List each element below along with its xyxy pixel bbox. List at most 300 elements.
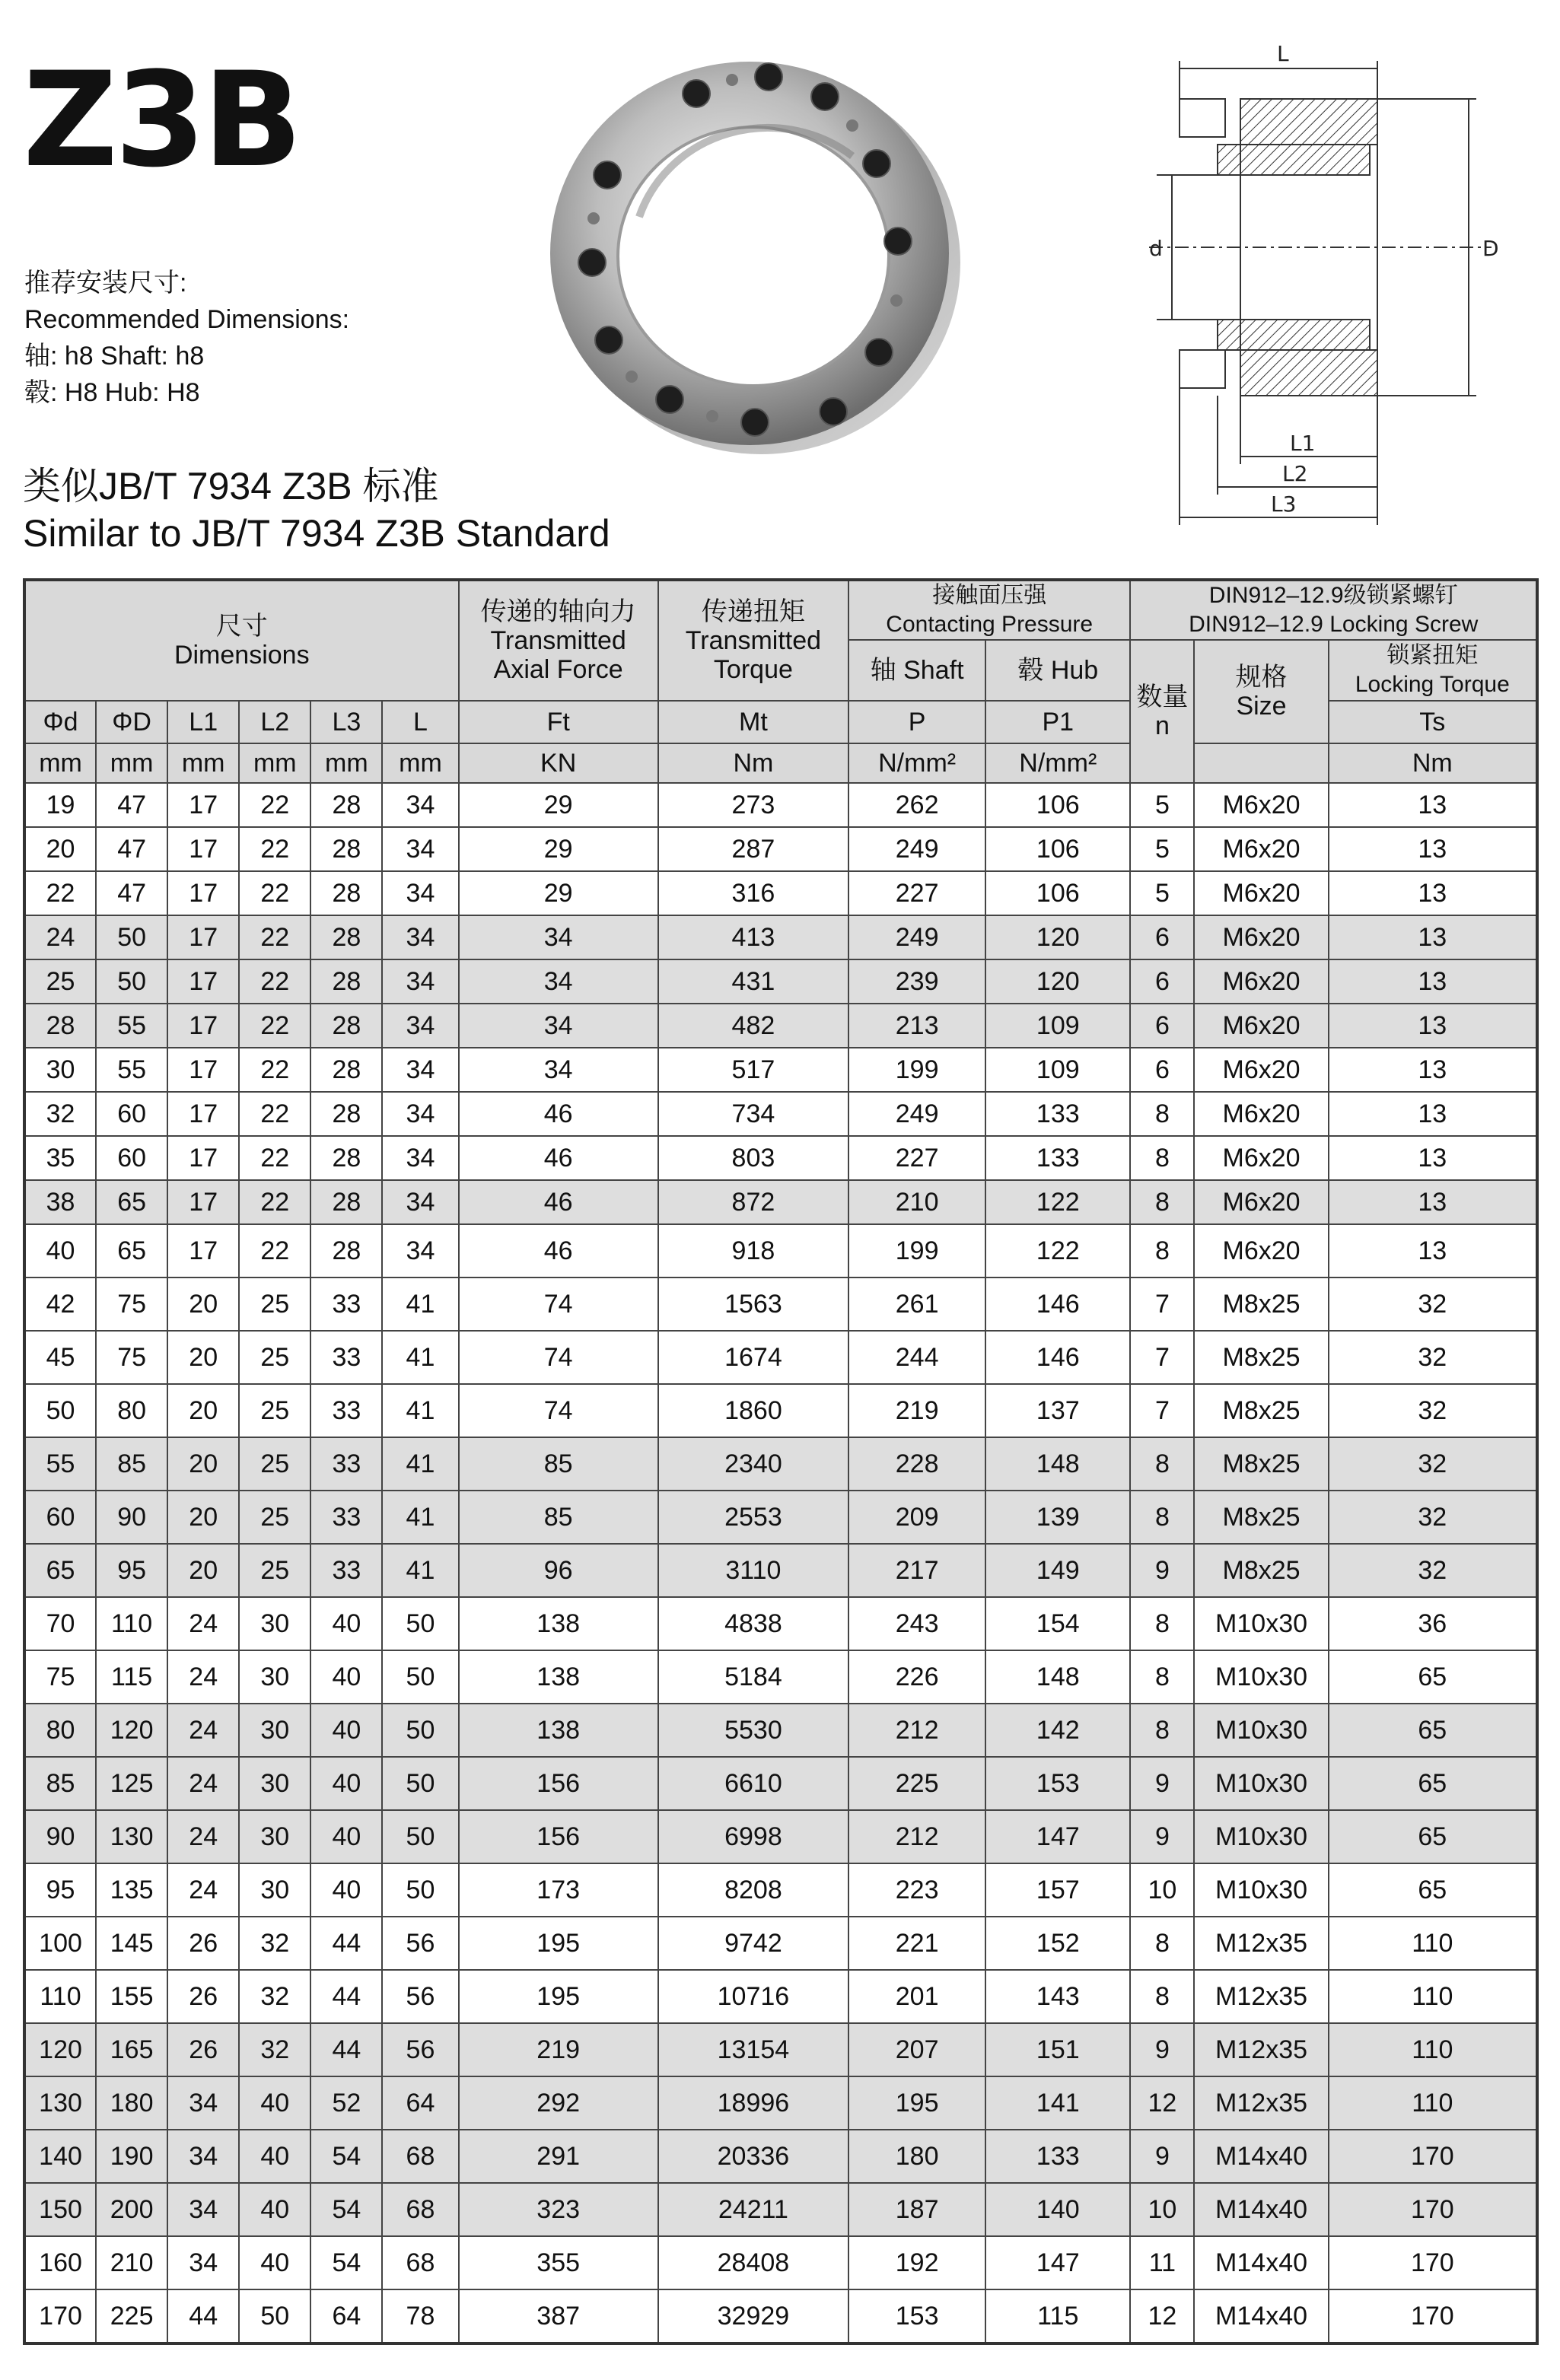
dim-label-L3: L3 bbox=[1271, 492, 1297, 517]
cell-d: 110 bbox=[24, 1970, 96, 2023]
cell-Mt: 9742 bbox=[658, 1917, 848, 1970]
table-row bbox=[24, 1437, 1537, 1491]
cell-Mt: 482 bbox=[658, 1004, 848, 1048]
cell-P1: 153 bbox=[985, 1757, 1130, 1810]
cell-Ft: 173 bbox=[459, 1863, 658, 1917]
cell-L: 34 bbox=[382, 1092, 458, 1136]
cell-L: 34 bbox=[382, 1048, 458, 1092]
ft-header bbox=[459, 580, 658, 701]
cell-n: 9 bbox=[1130, 1810, 1194, 1863]
cell-Ft: 138 bbox=[459, 1650, 658, 1704]
unit-size bbox=[1194, 743, 1328, 783]
cell-P: 207 bbox=[848, 2023, 985, 2076]
cell-Mt: 8208 bbox=[658, 1863, 848, 1917]
cell-d: 75 bbox=[24, 1650, 96, 1704]
mt-header-cn: 传递扭矩 bbox=[701, 597, 805, 626]
cell-Mt: 413 bbox=[658, 915, 848, 959]
cell-P: 212 bbox=[848, 1704, 985, 1757]
col-D: ΦD bbox=[96, 701, 167, 743]
mt-header-en2: Torque bbox=[713, 655, 793, 684]
cell-size: M8x25 bbox=[1194, 1331, 1328, 1384]
locking-torque-header-cn: 锁紧扭矩 bbox=[1386, 643, 1479, 668]
cell-D: 125 bbox=[96, 1757, 167, 1810]
cell-L1: 20 bbox=[167, 1437, 239, 1491]
cell-P1: 120 bbox=[985, 915, 1130, 959]
cell-Mt: 918 bbox=[658, 1224, 848, 1278]
cell-L3: 28 bbox=[310, 1004, 382, 1048]
table-row bbox=[24, 959, 1537, 1004]
size-header-en: Size bbox=[1236, 692, 1287, 721]
cell-L3: 40 bbox=[310, 1863, 382, 1917]
cell-n: 8 bbox=[1130, 1650, 1194, 1704]
cell-L1: 26 bbox=[167, 1970, 239, 2023]
cell-Ts: 13 bbox=[1329, 959, 1537, 1004]
cell-L1: 17 bbox=[167, 783, 239, 827]
cell-D: 200 bbox=[96, 2183, 167, 2236]
cell-size: M10x30 bbox=[1194, 1810, 1328, 1863]
recommend-heading-cn: 推荐安装尺寸: bbox=[24, 269, 187, 298]
dims-header-en: Dimensions bbox=[174, 641, 310, 670]
cell-L: 41 bbox=[382, 1544, 458, 1597]
cell-P1: 141 bbox=[985, 2076, 1130, 2130]
cell-size: M8x25 bbox=[1194, 1437, 1328, 1491]
col-Mt: Mt bbox=[658, 701, 848, 743]
cell-Mt: 872 bbox=[658, 1180, 848, 1224]
pressure-header-en: Contacting Pressure bbox=[886, 612, 1094, 637]
cell-P: 153 bbox=[848, 2289, 985, 2343]
cell-Ft: 29 bbox=[459, 783, 658, 827]
cell-n: 8 bbox=[1130, 1917, 1194, 1970]
cell-P1: 122 bbox=[985, 1180, 1130, 1224]
cell-L1: 17 bbox=[167, 1224, 239, 1278]
cell-P1: 140 bbox=[985, 2183, 1130, 2236]
page-title: Z3B bbox=[23, 43, 300, 196]
cell-n: 12 bbox=[1130, 2289, 1194, 2343]
cell-Ft: 138 bbox=[459, 1597, 658, 1650]
cell-size: M8x25 bbox=[1194, 1491, 1328, 1544]
cell-L2: 30 bbox=[239, 1704, 310, 1757]
cell-L1: 24 bbox=[167, 1757, 239, 1810]
mt-header-en1: Transmitted bbox=[685, 626, 822, 655]
cell-Ft: 156 bbox=[459, 1810, 658, 1863]
cell-Ts: 170 bbox=[1329, 2130, 1537, 2183]
cell-P1: 106 bbox=[985, 871, 1130, 915]
col-P: P bbox=[848, 701, 985, 743]
cell-L3: 52 bbox=[310, 2076, 382, 2130]
cell-Mt: 6998 bbox=[658, 1810, 848, 1863]
cell-d: 95 bbox=[24, 1863, 96, 1917]
cell-n: 10 bbox=[1130, 1863, 1194, 1917]
cell-size: M12x35 bbox=[1194, 2023, 1328, 2076]
cell-Ts: 13 bbox=[1329, 915, 1537, 959]
cell-L: 68 bbox=[382, 2183, 458, 2236]
cell-P1: 133 bbox=[985, 1136, 1130, 1180]
qty-header bbox=[1130, 640, 1194, 783]
cell-P1: 137 bbox=[985, 1384, 1130, 1437]
cell-P1: 146 bbox=[985, 1278, 1130, 1331]
cell-Ts: 32 bbox=[1329, 1278, 1537, 1331]
recommend-shaft: 轴: h8 Shaft: h8 bbox=[24, 342, 205, 371]
cell-size: M12x35 bbox=[1194, 1970, 1328, 2023]
cell-Mt: 316 bbox=[658, 871, 848, 915]
cell-d: 130 bbox=[24, 2076, 96, 2130]
cell-n: 7 bbox=[1130, 1278, 1194, 1331]
cell-L: 50 bbox=[382, 1757, 458, 1810]
table-row bbox=[24, 1757, 1537, 1810]
table-row bbox=[24, 783, 1537, 827]
cell-P1: 106 bbox=[985, 783, 1130, 827]
table-row bbox=[24, 1491, 1537, 1544]
table-row bbox=[24, 1048, 1537, 1092]
cell-Ts: 65 bbox=[1329, 1650, 1537, 1704]
cell-n: 7 bbox=[1130, 1331, 1194, 1384]
cell-P1: 143 bbox=[985, 1970, 1130, 2023]
cell-Ts: 110 bbox=[1329, 1917, 1537, 1970]
cell-L1: 17 bbox=[167, 1092, 239, 1136]
cell-L: 41 bbox=[382, 1384, 458, 1437]
cell-P: 244 bbox=[848, 1331, 985, 1384]
cell-Ts: 13 bbox=[1329, 1048, 1537, 1092]
cell-D: 65 bbox=[96, 1224, 167, 1278]
cell-L: 68 bbox=[382, 2236, 458, 2289]
cell-L2: 30 bbox=[239, 1650, 310, 1704]
cell-P: 239 bbox=[848, 959, 985, 1004]
cell-d: 24 bbox=[24, 915, 96, 959]
cell-L3: 44 bbox=[310, 2023, 382, 2076]
cell-P: 209 bbox=[848, 1491, 985, 1544]
cell-n: 5 bbox=[1130, 827, 1194, 871]
cell-L3: 54 bbox=[310, 2236, 382, 2289]
cell-D: 165 bbox=[96, 2023, 167, 2076]
dim-label-L1: L1 bbox=[1290, 431, 1316, 456]
cell-n: 9 bbox=[1130, 2130, 1194, 2183]
table-row bbox=[24, 2076, 1537, 2130]
cell-d: 150 bbox=[24, 2183, 96, 2236]
cell-d: 55 bbox=[24, 1437, 96, 1491]
cell-P: 212 bbox=[848, 1810, 985, 1863]
cell-Mt: 273 bbox=[658, 783, 848, 827]
cell-Ft: 323 bbox=[459, 2183, 658, 2236]
screw-header bbox=[1130, 580, 1537, 640]
cell-D: 180 bbox=[96, 2076, 167, 2130]
cell-P1: 157 bbox=[985, 1863, 1130, 1917]
unit-L3: mm bbox=[310, 743, 382, 783]
cell-L2: 50 bbox=[239, 2289, 310, 2343]
dim-label-L2: L2 bbox=[1282, 461, 1308, 486]
cell-L3: 40 bbox=[310, 1810, 382, 1863]
standard-en: Similar to JB/T 7934 Z3B Standard bbox=[23, 512, 610, 555]
cell-L1: 20 bbox=[167, 1544, 239, 1597]
recommended-dimensions bbox=[24, 265, 349, 411]
cell-n: 6 bbox=[1130, 959, 1194, 1004]
cell-P: 243 bbox=[848, 1597, 985, 1650]
cell-d: 80 bbox=[24, 1704, 96, 1757]
cell-n: 6 bbox=[1130, 915, 1194, 959]
cell-Ft: 29 bbox=[459, 871, 658, 915]
cell-P: 261 bbox=[848, 1278, 985, 1331]
cell-d: 25 bbox=[24, 959, 96, 1004]
cell-Ts: 110 bbox=[1329, 1970, 1537, 2023]
cell-L: 68 bbox=[382, 2130, 458, 2183]
cell-P1: 106 bbox=[985, 827, 1130, 871]
cell-L1: 17 bbox=[167, 871, 239, 915]
cell-D: 85 bbox=[96, 1437, 167, 1491]
mt-header bbox=[658, 580, 848, 701]
cell-P: 199 bbox=[848, 1224, 985, 1278]
cell-D: 145 bbox=[96, 1917, 167, 1970]
cell-D: 90 bbox=[96, 1491, 167, 1544]
cell-L3: 44 bbox=[310, 1917, 382, 1970]
cell-L: 56 bbox=[382, 1917, 458, 1970]
unit-P: N/mm² bbox=[848, 743, 985, 783]
cell-P: 225 bbox=[848, 1757, 985, 1810]
unit-Ft: KN bbox=[459, 743, 658, 783]
cell-L: 34 bbox=[382, 915, 458, 959]
cell-n: 6 bbox=[1130, 1004, 1194, 1048]
cell-L1: 24 bbox=[167, 1863, 239, 1917]
cell-P: 210 bbox=[848, 1180, 985, 1224]
cell-L3: 33 bbox=[310, 1544, 382, 1597]
cell-L: 41 bbox=[382, 1437, 458, 1491]
cell-L1: 20 bbox=[167, 1384, 239, 1437]
cell-D: 130 bbox=[96, 1810, 167, 1863]
cell-d: 42 bbox=[24, 1278, 96, 1331]
cell-Mt: 13154 bbox=[658, 2023, 848, 2076]
cell-Mt: 1563 bbox=[658, 1278, 848, 1331]
cell-P1: 115 bbox=[985, 2289, 1130, 2343]
ft-header-cn: 传递的轴向力 bbox=[480, 597, 636, 626]
standard-note bbox=[23, 463, 610, 557]
cell-n: 8 bbox=[1130, 1136, 1194, 1180]
cell-Ts: 32 bbox=[1329, 1384, 1537, 1437]
cell-size: M10x30 bbox=[1194, 1704, 1328, 1757]
cell-P: 249 bbox=[848, 915, 985, 959]
cell-Ts: 170 bbox=[1329, 2289, 1537, 2343]
cell-Ft: 195 bbox=[459, 1917, 658, 1970]
cell-D: 55 bbox=[96, 1048, 167, 1092]
cell-size: M6x20 bbox=[1194, 959, 1328, 1004]
hub-header: 毂 Hub bbox=[985, 640, 1130, 701]
size-header bbox=[1194, 640, 1328, 743]
recommend-hub: 毂: H8 Hub: H8 bbox=[24, 378, 200, 407]
cell-d: 160 bbox=[24, 2236, 96, 2289]
cell-Ft: 292 bbox=[459, 2076, 658, 2130]
table-row bbox=[24, 1704, 1537, 1757]
cell-n: 12 bbox=[1130, 2076, 1194, 2130]
table-row bbox=[24, 2023, 1537, 2076]
cell-P: 187 bbox=[848, 2183, 985, 2236]
cell-L2: 25 bbox=[239, 1331, 310, 1384]
cell-P1: 152 bbox=[985, 1917, 1130, 1970]
locking-torque-header-en: Locking Torque bbox=[1355, 672, 1510, 697]
cell-D: 60 bbox=[96, 1136, 167, 1180]
cell-L2: 25 bbox=[239, 1491, 310, 1544]
product-photo bbox=[533, 42, 966, 468]
cell-D: 155 bbox=[96, 1970, 167, 2023]
table-row bbox=[24, 915, 1537, 959]
cell-d: 120 bbox=[24, 2023, 96, 2076]
cell-Mt: 734 bbox=[658, 1092, 848, 1136]
recommend-heading-en: Recommended Dimensions: bbox=[24, 305, 350, 334]
cell-n: 8 bbox=[1130, 1491, 1194, 1544]
locking-torque-header bbox=[1329, 640, 1537, 701]
table-row bbox=[24, 1863, 1537, 1917]
cell-Mt: 3110 bbox=[658, 1544, 848, 1597]
cell-Ts: 32 bbox=[1329, 1544, 1537, 1597]
cell-L2: 22 bbox=[239, 959, 310, 1004]
table-row bbox=[24, 2236, 1537, 2289]
cell-size: M8x25 bbox=[1194, 1384, 1328, 1437]
cell-L3: 54 bbox=[310, 2130, 382, 2183]
cell-L2: 30 bbox=[239, 1597, 310, 1650]
cell-L2: 40 bbox=[239, 2236, 310, 2289]
cell-Ts: 13 bbox=[1329, 1004, 1537, 1048]
cell-L1: 24 bbox=[167, 1704, 239, 1757]
screw-header-line2: DIN912–12.9 Locking Screw bbox=[1189, 612, 1479, 637]
cell-L: 34 bbox=[382, 1004, 458, 1048]
cell-Mt: 18996 bbox=[658, 2076, 848, 2130]
cell-n: 9 bbox=[1130, 1757, 1194, 1810]
cell-size: M6x20 bbox=[1194, 1180, 1328, 1224]
cell-Ts: 13 bbox=[1329, 1136, 1537, 1180]
cell-D: 190 bbox=[96, 2130, 167, 2183]
cell-L: 34 bbox=[382, 783, 458, 827]
cell-P1: 122 bbox=[985, 1224, 1130, 1278]
cell-Mt: 4838 bbox=[658, 1597, 848, 1650]
cell-P1: 154 bbox=[985, 1597, 1130, 1650]
unit-L1: mm bbox=[167, 743, 239, 783]
cell-n: 8 bbox=[1130, 1437, 1194, 1491]
cell-Mt: 287 bbox=[658, 827, 848, 871]
cell-L: 50 bbox=[382, 1650, 458, 1704]
col-L1: L1 bbox=[167, 701, 239, 743]
cell-Mt: 28408 bbox=[658, 2236, 848, 2289]
cell-d: 45 bbox=[24, 1331, 96, 1384]
col-Ts: Ts bbox=[1329, 701, 1537, 743]
unit-D: mm bbox=[96, 743, 167, 783]
cell-size: M6x20 bbox=[1194, 1224, 1328, 1278]
cell-n: 8 bbox=[1130, 1970, 1194, 2023]
cell-Ts: 32 bbox=[1329, 1437, 1537, 1491]
cell-L: 78 bbox=[382, 2289, 458, 2343]
cell-D: 135 bbox=[96, 1863, 167, 1917]
cell-P1: 120 bbox=[985, 959, 1130, 1004]
cell-L3: 40 bbox=[310, 1704, 382, 1757]
unit-L: mm bbox=[382, 743, 458, 783]
unit-d: mm bbox=[24, 743, 96, 783]
cell-Ft: 291 bbox=[459, 2130, 658, 2183]
cell-P: 217 bbox=[848, 1544, 985, 1597]
cell-L1: 26 bbox=[167, 1917, 239, 1970]
cell-P: 199 bbox=[848, 1048, 985, 1092]
cell-P1: 109 bbox=[985, 1004, 1130, 1048]
cell-d: 100 bbox=[24, 1917, 96, 1970]
cell-L2: 22 bbox=[239, 827, 310, 871]
size-header-cn: 规格 bbox=[1235, 663, 1288, 692]
cell-L1: 24 bbox=[167, 1597, 239, 1650]
cell-L: 50 bbox=[382, 1597, 458, 1650]
cell-Mt: 1860 bbox=[658, 1384, 848, 1437]
cell-Ts: 13 bbox=[1329, 871, 1537, 915]
cell-Ft: 46 bbox=[459, 1136, 658, 1180]
cell-L2: 22 bbox=[239, 1048, 310, 1092]
cell-Mt: 431 bbox=[658, 959, 848, 1004]
cell-D: 50 bbox=[96, 959, 167, 1004]
cell-P: 262 bbox=[848, 783, 985, 827]
cell-P: 227 bbox=[848, 871, 985, 915]
dim-label-L: L bbox=[1277, 41, 1289, 66]
cell-L2: 22 bbox=[239, 1180, 310, 1224]
cell-L1: 17 bbox=[167, 827, 239, 871]
cell-d: 170 bbox=[24, 2289, 96, 2343]
cell-Mt: 6610 bbox=[658, 1757, 848, 1810]
cell-Mt: 24211 bbox=[658, 2183, 848, 2236]
cell-Ft: 85 bbox=[459, 1437, 658, 1491]
cell-n: 10 bbox=[1130, 2183, 1194, 2236]
cell-D: 210 bbox=[96, 2236, 167, 2289]
cell-Ft: 46 bbox=[459, 1180, 658, 1224]
cell-D: 50 bbox=[96, 915, 167, 959]
cell-L3: 28 bbox=[310, 915, 382, 959]
cell-D: 65 bbox=[96, 1180, 167, 1224]
cell-d: 28 bbox=[24, 1004, 96, 1048]
cell-Ts: 65 bbox=[1329, 1810, 1537, 1863]
cell-n: 5 bbox=[1130, 783, 1194, 827]
cell-Ft: 387 bbox=[459, 2289, 658, 2343]
cell-P1: 149 bbox=[985, 1544, 1130, 1597]
dim-label-D: D bbox=[1482, 236, 1499, 261]
cell-L3: 40 bbox=[310, 1757, 382, 1810]
cell-size: M14x40 bbox=[1194, 2130, 1328, 2183]
pressure-header-cn: 接触面压强 bbox=[932, 583, 1047, 608]
cell-d: 40 bbox=[24, 1224, 96, 1278]
unit-Mt: Nm bbox=[658, 743, 848, 783]
cell-L3: 64 bbox=[310, 2289, 382, 2343]
cell-Mt: 10716 bbox=[658, 1970, 848, 2023]
cell-n: 5 bbox=[1130, 871, 1194, 915]
cell-Ft: 46 bbox=[459, 1224, 658, 1278]
cell-Ts: 65 bbox=[1329, 1757, 1537, 1810]
cell-Mt: 5184 bbox=[658, 1650, 848, 1704]
table-row bbox=[24, 1544, 1537, 1597]
cell-L1: 17 bbox=[167, 1136, 239, 1180]
cell-size: M12x35 bbox=[1194, 2076, 1328, 2130]
col-Ft: Ft bbox=[459, 701, 658, 743]
table-row bbox=[24, 1278, 1537, 1331]
cell-D: 47 bbox=[96, 783, 167, 827]
cell-L3: 28 bbox=[310, 1048, 382, 1092]
cell-d: 90 bbox=[24, 1810, 96, 1863]
cell-L: 50 bbox=[382, 1863, 458, 1917]
cell-L: 56 bbox=[382, 1970, 458, 2023]
ft-header-en2: Axial Force bbox=[493, 655, 623, 684]
table-row bbox=[24, 2130, 1537, 2183]
cell-P1: 147 bbox=[985, 1810, 1130, 1863]
standard-cn: 类似JB/T 7934 Z3B 标准 bbox=[23, 465, 439, 508]
technical-drawing bbox=[1103, 30, 1530, 533]
cell-L2: 22 bbox=[239, 1224, 310, 1278]
cell-P: 226 bbox=[848, 1650, 985, 1704]
cell-L1: 17 bbox=[167, 959, 239, 1004]
cell-L2: 22 bbox=[239, 783, 310, 827]
table-row bbox=[24, 1917, 1537, 1970]
cell-L3: 28 bbox=[310, 1180, 382, 1224]
table-row bbox=[24, 1092, 1537, 1136]
cell-size: M6x20 bbox=[1194, 915, 1328, 959]
cell-P1: 109 bbox=[985, 1048, 1130, 1092]
cell-n: 8 bbox=[1130, 1224, 1194, 1278]
cell-d: 38 bbox=[24, 1180, 96, 1224]
